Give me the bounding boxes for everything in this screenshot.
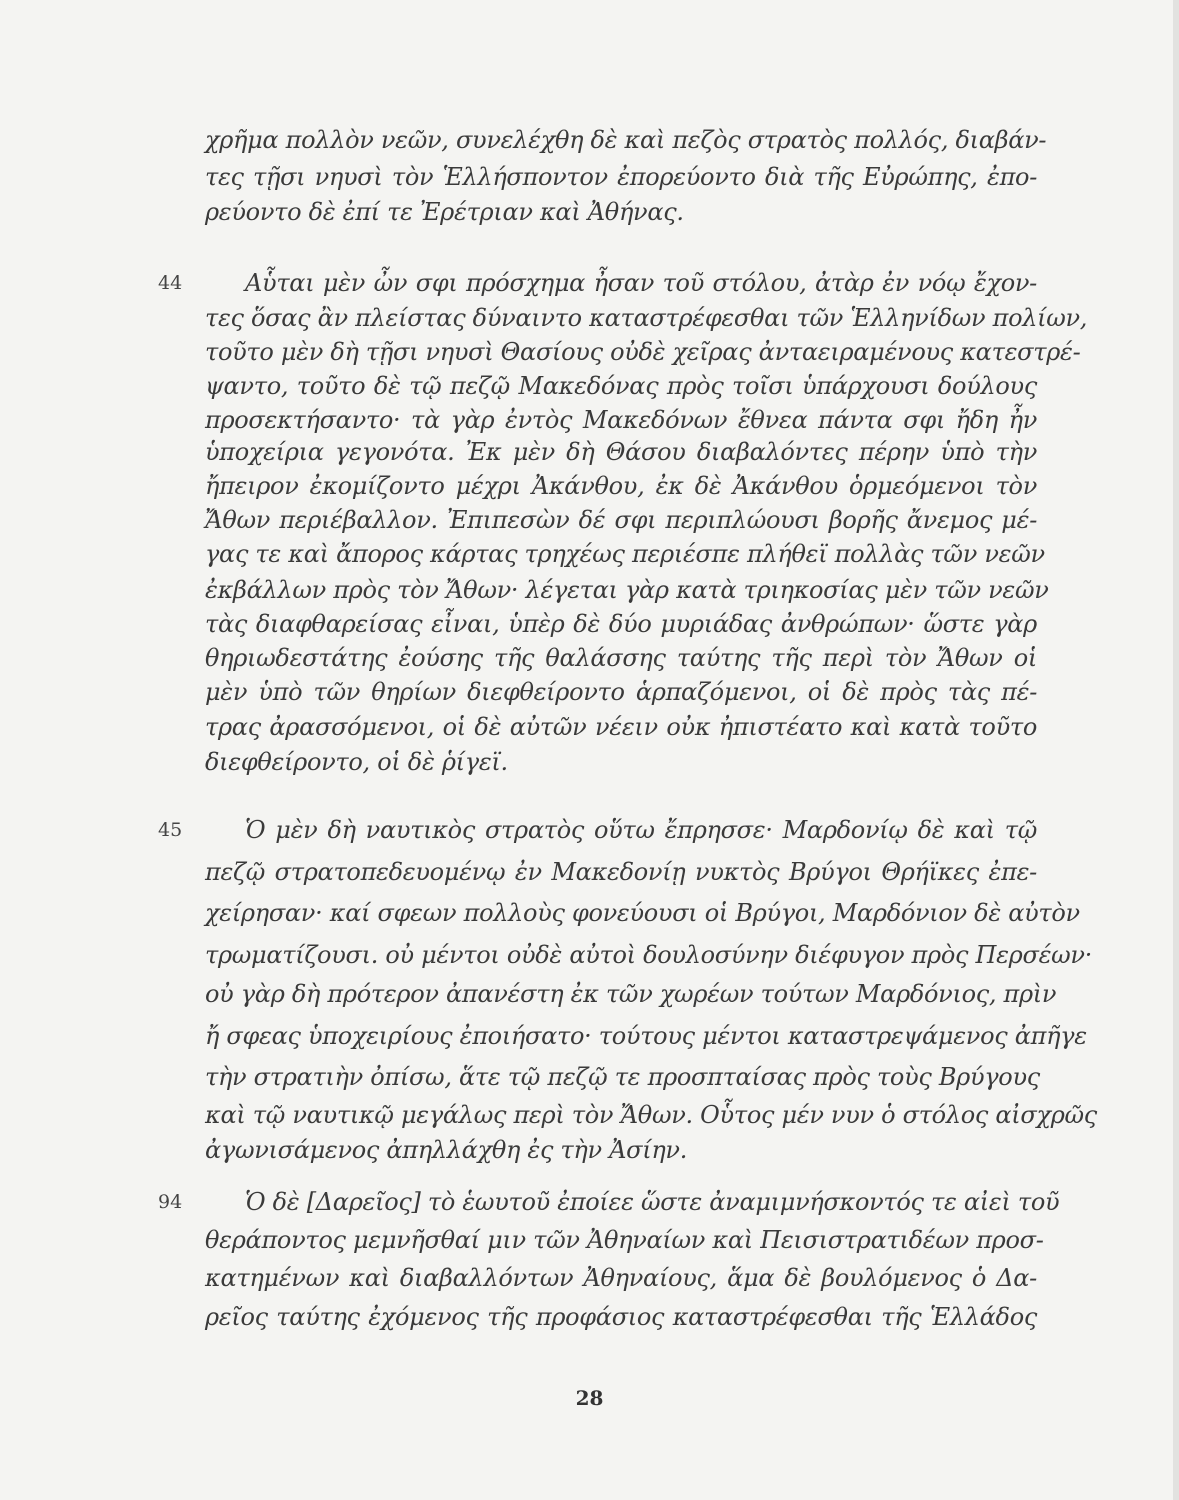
text-line: τες ὅσας ἂν πλείστας δύναιντο καταστρέφεσθαι τῶν Ἑλληνίδων πολίων, (205, 304, 1088, 332)
section-number: 45 (158, 819, 183, 841)
text-line: διεφθείροντο, οἱ δὲ ῥίγεϊ. (205, 748, 508, 776)
text-line: θεράποντος μεμνῆσθαί μιν τῶν Ἀθηναίων καὶ Πεισιστρατιδέων προσ- (205, 1226, 1044, 1254)
text-line: μὲν ὑπὸ τῶν θηρίων διεφθείροντο ἁρπαζόμενοι, οἱ δὲ πρὸς τὰς πέ- (205, 678, 1037, 706)
text-line: Ἄθων περιέβαλλον. Ἐπιπεσὼν δέ σφι περιπλώουσι βορῆς ἄνεμος μέ- (205, 506, 1037, 534)
page-edge (1173, 0, 1179, 1500)
text-line: Ὁ δὲ [Δαρεῖος] τὸ ἑωυτοῦ ἐποίεε ὥστε ἀναμιμνήσκοντός τε αἰεὶ τοῦ (245, 1188, 1060, 1216)
text-line: Αὗται μὲν ὦν σφι πρόσχημα ἦσαν τοῦ στόλου, ἀτὰρ ἐν νόῳ ἔχον- (245, 269, 1037, 297)
text-line: ρεῖος ταύτης ἐχόμενος τῆς προφάσιος καταστρέφεσθαι τῆς Ἑλλάδος (205, 1303, 1037, 1331)
text-line: πεζῷ στρατοπεδευομένῳ ἐν Μακεδονίῃ νυκτὸς Βρύγοι Θρήϊκες ἐπε- (205, 858, 1037, 886)
text-line: ρεύοντο δὲ ἐπί τε Ἐρέτριαν καὶ Ἀθήνας. (205, 198, 684, 226)
text-line: τὰς διαφθαρείσας εἶναι, ὑπὲρ δὲ δύο μυριάδας ἀνθρώπων· ὥστε γὰρ (205, 610, 1037, 638)
text-line: τοῦτο μὲν δὴ τῇσι νηυσὶ Θασίους οὐδὲ χεῖρας ἀνταειραμένους κατεστρέ- (205, 338, 1081, 366)
text-line: ὑποχείρια γεγονότα. Ἐκ μὲν δὴ Θάσου διαβαλόντες πέρην ὑπὸ τὴν (205, 438, 1037, 466)
text-line: χρῆμα πολλὸν νεῶν, συνελέχθη δὲ καὶ πεζὸς στρατὸς πολλός, διαβάν- (205, 126, 1047, 154)
section-number: 94 (158, 1191, 183, 1213)
page-number: 28 (575, 1386, 604, 1410)
text-line: γας τε καὶ ἄπορος κάρτας τρηχέως περιέσπε πλήθεϊ πολλὰς τῶν νεῶν (205, 540, 1045, 568)
text-line: καὶ τῷ ναυτικῷ μεγάλως περὶ τὸν Ἄθων. Οὗτος μέν νυν ὁ στόλος αἰσχρῶς (205, 1101, 1097, 1129)
text-line: τες τῇσι νηυσὶ τὸν Ἑλλήσποντον ἐπορεύοντο διὰ τῆς Εὐρώπης, ἐπο- (205, 163, 1037, 191)
text-line: ἐκβάλλων πρὸς τὸν Ἄθων· λέγεται γὰρ κατὰ τριηκοσίας μὲν τῶν νεῶν (205, 576, 1049, 604)
text-line: θηριωδεστάτης ἐούσης τῆς θαλάσσης ταύτης τῆς περὶ τὸν Ἄθων οἱ (205, 644, 1037, 672)
text-line: κατημένων καὶ διαβαλλόντων Ἀθηναίους, ἅμα δὲ βουλόμενος ὁ Δα- (205, 1264, 1037, 1292)
text-line: ψαντο, τοῦτο δὲ τῷ πεζῷ Μακεδόνας πρὸς τοῖσι ὑπάρχουσι δούλους (205, 372, 1037, 400)
text-line: ἤπειρον ἐκομίζοντο μέχρι Ἀκάνθου, ἐκ δὲ Ἀκάνθου ὁρμεόμενοι τὸν (205, 472, 1037, 500)
section-number: 44 (158, 272, 183, 294)
text-line: προσεκτήσαντο· τὰ γὰρ ἐντὸς Μακεδόνων ἔθνεα πάντα σφι ἤδη ἦν (205, 406, 1037, 434)
text-line: ἤ σφεας ὑποχειρίους ἐποιήσατο· τούτους μέντοι καταστρεψάμενος ἀπῆγε (205, 1022, 1087, 1050)
text-line: τρωματίζουσι. οὐ μέντοι οὐδὲ αὐτοὶ δουλοσύνην διέφυγον πρὸς Περσέων· (205, 941, 1093, 969)
text-line: τὴν στρατιὴν ὀπίσω, ἅτε τῷ πεζῷ τε προσπταίσας πρὸς τοὺς Βρύγους (205, 1063, 1040, 1091)
text-line: οὐ γὰρ δὴ πρότερον ἀπανέστη ἐκ τῶν χωρέων τούτων Μαρδόνιος, πρὶν (205, 980, 1057, 1008)
text-line: χείρησαν· καί σφεων πολλοὺς φονεύουσι οἱ Βρύγοι, Μαρδόνιον δὲ αὐτὸν (205, 899, 1080, 927)
text-line: τρας ἀρασσόμενοι, οἱ δὲ αὐτῶν νέειν οὐκ ἠπιστέατο καὶ κατὰ τοῦτο (205, 713, 1037, 741)
text-line: ἀγωνισάμενος ἀπηλλάχθη ἐς τὴν Ἀσίην. (205, 1136, 688, 1164)
text-line: Ὁ μὲν δὴ ναυτικὸς στρατὸς οὕτω ἔπρησσε· Μαρδονίῳ δὲ καὶ τῷ (245, 816, 1037, 844)
